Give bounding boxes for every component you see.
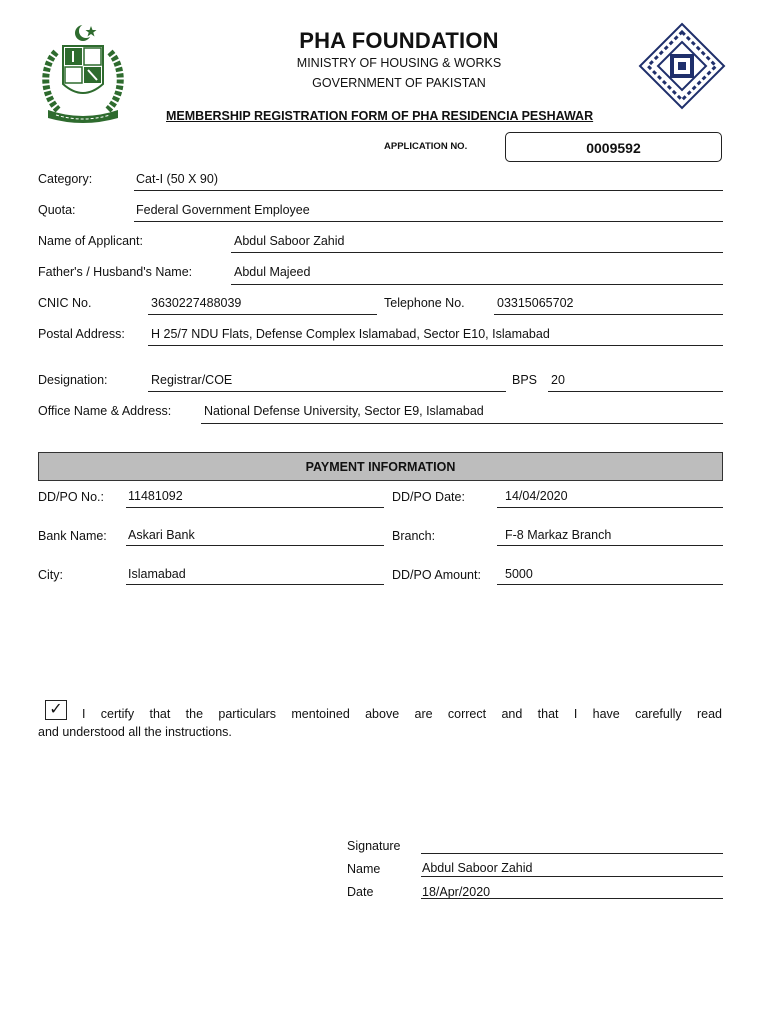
signature-name-underline xyxy=(421,876,723,877)
cnic-value: 3630227488039 xyxy=(151,296,242,310)
designation-underline xyxy=(148,391,506,392)
city-underline xyxy=(126,584,384,585)
ddpo-no-underline xyxy=(126,507,384,508)
ddpo-no-label: DD/PO No.: xyxy=(38,490,104,504)
branch-underline xyxy=(497,545,723,546)
postal-address-label: Postal Address: xyxy=(38,327,125,341)
designation-label: Designation: xyxy=(38,373,108,387)
branch-label: Branch: xyxy=(392,529,436,543)
postal-address-underline xyxy=(148,345,723,346)
signature-date-label: Date xyxy=(347,885,374,899)
designation-value: Registrar/COE xyxy=(151,373,233,387)
city-label: City: xyxy=(38,568,63,582)
page-title: PHA FOUNDATION xyxy=(299,28,499,53)
city-value: Islamabad xyxy=(128,567,186,581)
signature-date-underline xyxy=(421,898,723,899)
cnic-underline xyxy=(148,314,377,315)
ddpo-date-underline xyxy=(497,507,723,508)
applicant-name-label: Name of Applicant: xyxy=(38,234,143,248)
quota-underline xyxy=(134,221,723,222)
office-underline xyxy=(201,423,723,424)
bank-name-label: Bank Name: xyxy=(38,529,107,543)
ddpo-date-label: DD/PO Date: xyxy=(392,490,465,504)
signature-label: Signature xyxy=(347,839,401,853)
bank-name-underline xyxy=(126,545,384,546)
signature-name-value: Abdul Saboor Zahid xyxy=(422,861,533,875)
signature-date-value: 18/Apr/2020 xyxy=(422,885,491,899)
ministry-subtitle: MINISTRY OF HOUSING & WORKS xyxy=(296,56,502,70)
signature-underline xyxy=(421,853,723,854)
applicant-name-underline xyxy=(231,252,723,253)
office-label: Office Name & Address: xyxy=(38,404,172,418)
category-label: Category: xyxy=(38,172,93,186)
father-name-label: Father's / Husband's Name: xyxy=(38,265,193,279)
ddpo-amount-value: 5000 xyxy=(505,567,533,581)
payment-info-title: PAYMENT INFORMATION xyxy=(305,460,456,474)
ddpo-no-value: 11481092 xyxy=(128,489,183,503)
branch-value: F-8 Markaz Branch xyxy=(505,528,612,542)
form-title: MEMBERSHIP REGISTRATION FORM OF PHA RESIDENCIA PESHAWAR xyxy=(166,109,594,123)
father-name-value: Abdul Majeed xyxy=(234,265,311,279)
bps-label: BPS xyxy=(512,373,538,387)
certification-text-line2: and understood all the instructions. xyxy=(38,725,232,739)
certify-checkbox[interactable]: ✓ xyxy=(45,700,67,720)
telephone-label: Telephone No. xyxy=(384,296,465,310)
application-no-label: APPLICATION NO. xyxy=(384,141,468,152)
category-value: Cat-I (50 X 90) xyxy=(136,172,218,186)
signature-name-label: Name xyxy=(347,862,381,876)
certification-text-line1: I certify that the particulars mentoined above are correct and that I have carefully read xyxy=(82,707,722,721)
ddpo-date-value: 14/04/2020 xyxy=(505,489,568,503)
government-subtitle: GOVERNMENT OF PAKISTAN xyxy=(312,76,486,90)
applicant-name-value: Abdul Saboor Zahid xyxy=(234,234,345,248)
bps-value: 20 xyxy=(551,373,565,387)
telephone-underline xyxy=(494,314,723,315)
ddpo-amount-label: DD/PO Amount: xyxy=(392,568,481,582)
telephone-value: 03315065702 xyxy=(497,296,574,310)
application-no-value: 0009592 xyxy=(586,140,641,156)
category-underline xyxy=(134,190,723,191)
ddpo-amount-underline xyxy=(497,584,723,585)
postal-address-value: H 25/7 NDU Flats, Defense Complex Islamabad, Sector E10, Islamabad xyxy=(151,327,550,341)
quota-label: Quota: xyxy=(38,203,76,217)
bank-name-value: Askari Bank xyxy=(128,528,195,542)
quota-value: Federal Government Employee xyxy=(136,203,310,217)
bps-underline xyxy=(548,391,723,392)
cnic-label: CNIC No. xyxy=(38,296,92,310)
father-name-underline xyxy=(231,284,723,285)
office-value: National Defense University, Sector E9, Islamabad xyxy=(204,404,484,418)
